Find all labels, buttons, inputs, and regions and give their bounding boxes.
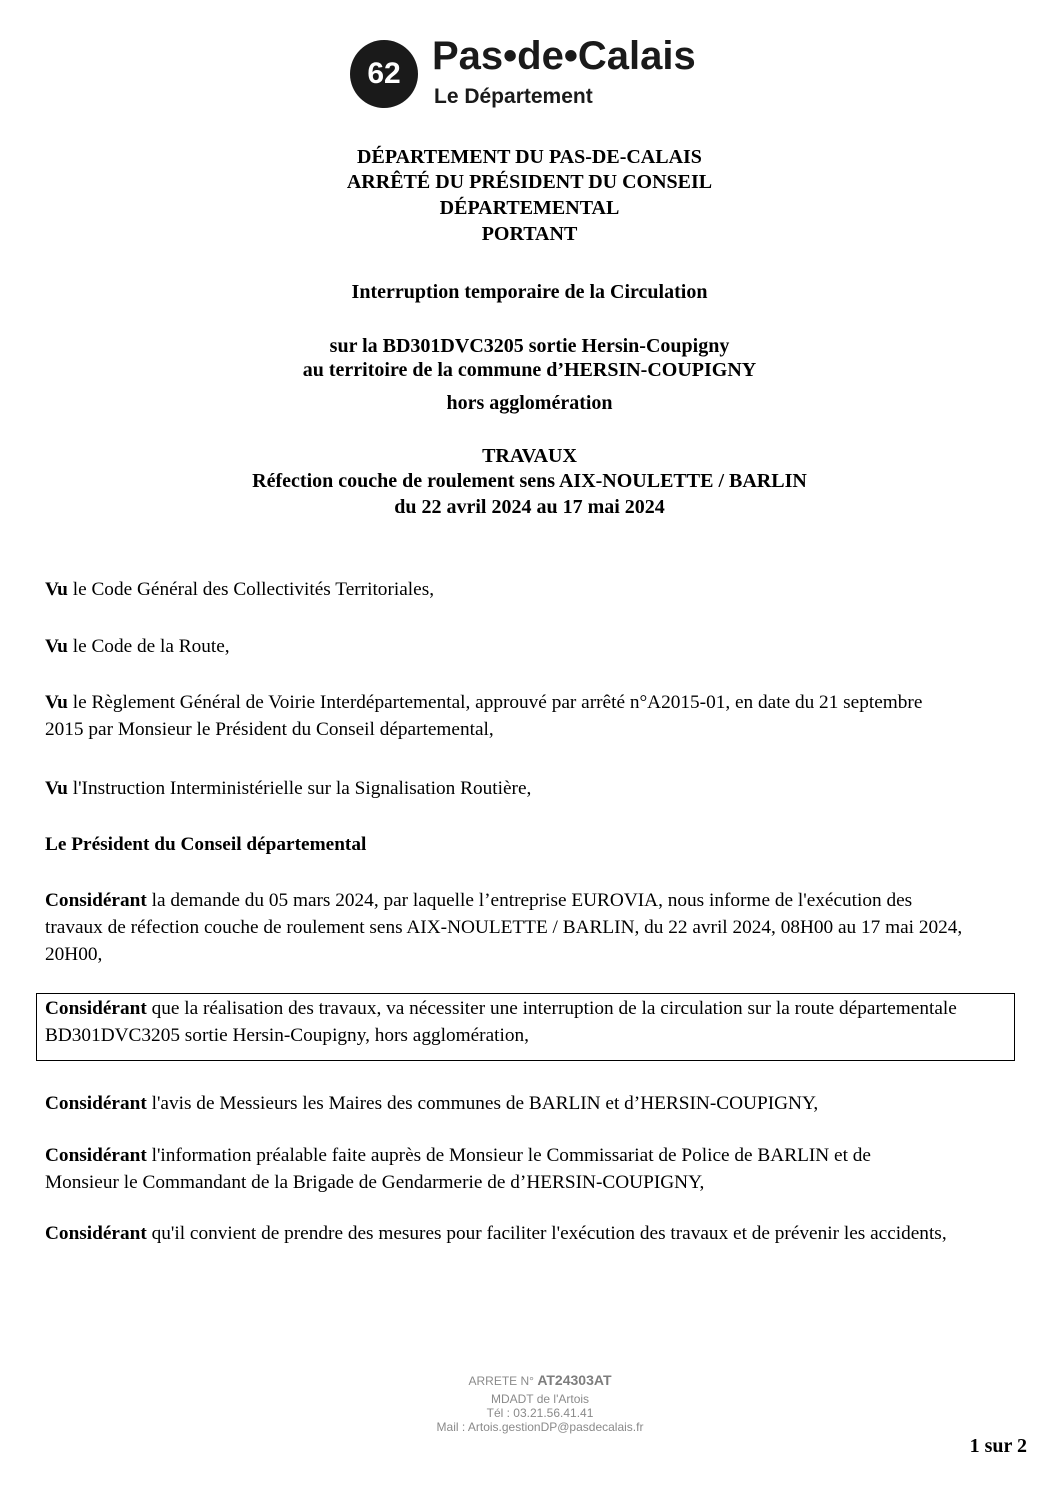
considerant-paragraph — [45, 1090, 1030, 1117]
header-line-1: DÉPARTEMENT DU PAS-DE-CALAIS — [357, 146, 702, 168]
header-line-2: ARRÊTÉ DU PRÉSIDENT DU CONSEIL — [346, 171, 713, 193]
considerant-text: travaux de réfection couche de roulement sens AIX-NOULETTE / BARLIN, du 22 avril 2024, 08H00 au 17 mai 2024, — [45, 917, 963, 938]
considerant-text: BD301DVC3205 sortie Hersin-Coupigny, hors agglomération, — [45, 1025, 529, 1046]
works-description: Réfection couche de roulement sens AIX-NOULETTE / BARLIN — [252, 470, 807, 492]
considerant-text: l'avis de Messieurs les Maires des communes de BARLIN et d’HERSIN-COUPIGNY, — [146, 1093, 819, 1114]
vu-lead: Vu — [45, 778, 68, 799]
considerant-lead: Considérant — [45, 998, 147, 1019]
footer-arrete-number: AT24303AT — [537, 1372, 612, 1388]
department-logo — [346, 28, 722, 124]
header-line-3: DÉPARTEMENTAL — [439, 197, 620, 219]
vu-text: l'Instruction Interministérielle sur la Signalisation Routière, — [67, 778, 532, 799]
vu-lead: Vu — [45, 579, 68, 600]
location-line-1: sur la BD301DVC3205 sortie Hersin-Coupigny — [329, 335, 730, 357]
footer-office: MDADT de l'Artois — [490, 1392, 590, 1406]
footer-mail: Mail : Artois.gestionDP@pasdecalais.fr — [436, 1420, 644, 1434]
logo-number-badge: 62 — [350, 40, 418, 108]
vu-paragraph — [45, 689, 1030, 743]
works-dates: du 22 avril 2024 au 17 mai 2024 — [394, 496, 665, 518]
considerant-lead: Considérant — [45, 1093, 147, 1114]
considerant-paragraph — [45, 1142, 1030, 1196]
subject-title: Interruption temporaire de la Circulation — [351, 281, 708, 303]
works-title: TRAVAUX — [482, 445, 577, 467]
considerant-text: que la réalisation des travaux, va nécessiter une interruption de la circulation sur la route départementale — [146, 998, 957, 1019]
considerant-text: la demande du 05 mars 2024, par laquelle l’entreprise EUROVIA, nous informe de l'exécution des — [146, 890, 913, 911]
vu-text: le Code de la Route, — [67, 636, 230, 657]
vu-lead: Vu — [45, 636, 68, 657]
considerant-text: l'information préalable faite auprès de Monsieur le Commissariat de Police de BARLIN et de — [146, 1145, 871, 1166]
considerant-lead: Considérant — [45, 1223, 147, 1244]
location-line-3: hors agglomération — [446, 392, 613, 414]
footer-arrete-label: ARRETE N° — [468, 1374, 534, 1388]
page-number: 1 sur 2 — [969, 1435, 1027, 1457]
logo-name: Pas•de•Calais — [432, 34, 696, 78]
footer-phone: Tél : 03.21.56.41.41 — [486, 1406, 594, 1420]
vu-text: 2015 par Monsieur le Président du Conseil départemental, — [45, 719, 494, 740]
considerant-text: qu'il convient de prendre des mesures pour faciliter l'exécution des travaux et de prévenir les accidents, — [146, 1223, 947, 1244]
vu-paragraph — [45, 775, 1030, 802]
considerant-paragraph — [45, 995, 1030, 1049]
vu-paragraph — [45, 576, 1030, 603]
vu-text: le Règlement Général de Voirie Interdépartemental, approuvé par arrêté n°A2015-01, en date du 21 septembre — [67, 692, 923, 713]
location-line-2: au territoire de la commune d’HERSIN-COUPIGNY — [302, 359, 757, 381]
considerant-paragraph — [45, 887, 1030, 968]
vu-text: le Code Général des Collectivités Territoriales, — [67, 579, 435, 600]
header-line-4: PORTANT — [481, 223, 578, 245]
footer-arrete — [340, 1373, 740, 1388]
considerant-lead: Considérant — [45, 1145, 147, 1166]
considerant-text: Monsieur le Commandant de la Brigade de Gendarmerie de d’HERSIN-COUPIGNY, — [45, 1172, 705, 1193]
considerant-paragraph — [45, 1220, 1030, 1247]
considerant-lead: Considérant — [45, 890, 147, 911]
logo-subtitle: Le Département — [434, 85, 593, 108]
president-heading: Le Président du Conseil départemental — [45, 834, 367, 855]
vu-lead: Vu — [45, 692, 68, 713]
vu-paragraph — [45, 633, 1030, 660]
considerant-text: 20H00, — [45, 944, 103, 965]
